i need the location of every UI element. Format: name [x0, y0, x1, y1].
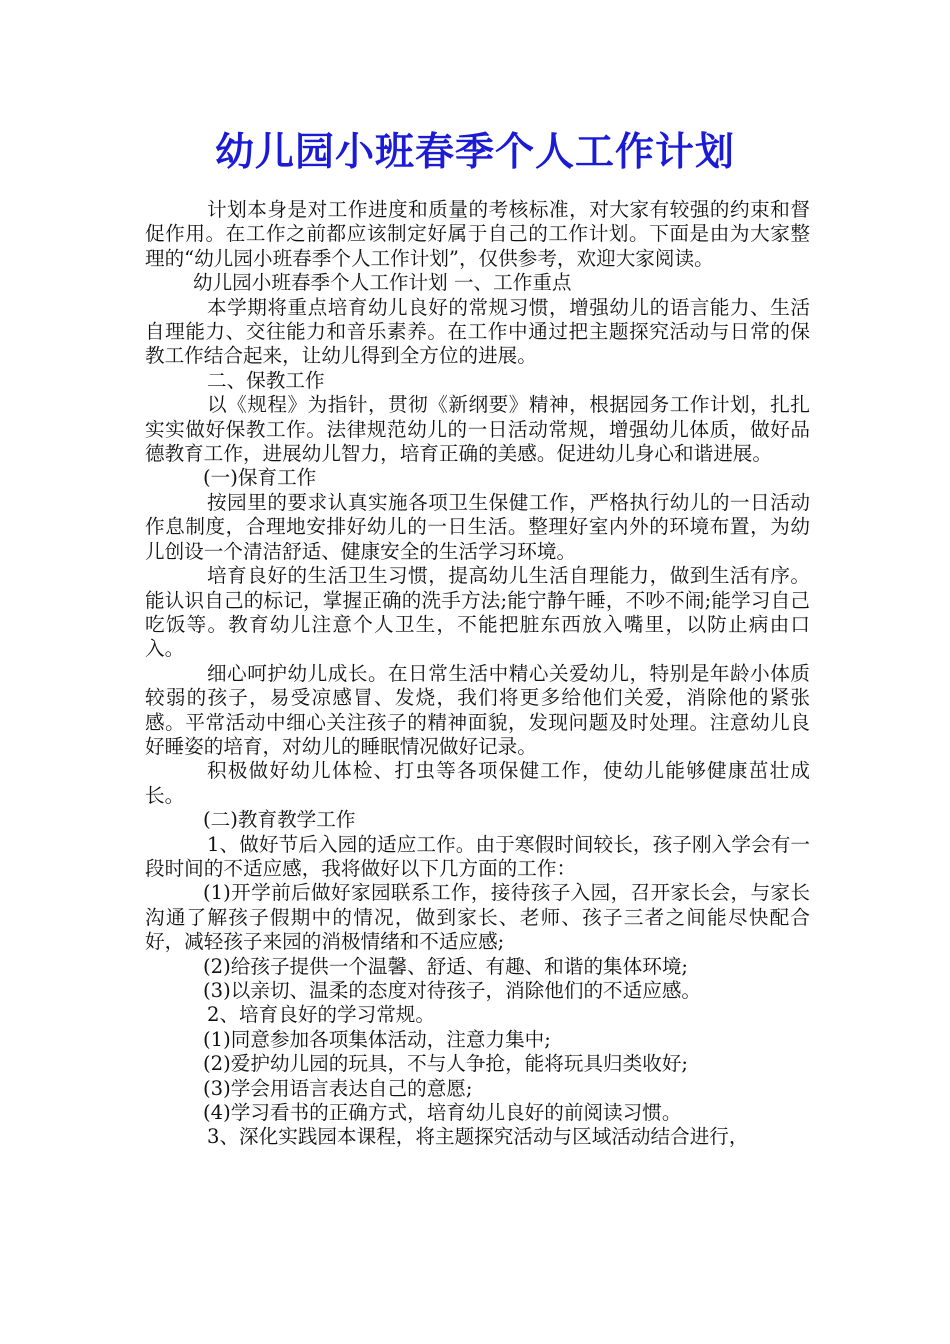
paragraph-care-education: 以《规程》为指针，贯彻《新纲要》精神，根据园务工作计划，扎扎实实做好保教工作。法律规范幼儿的一日活动常规，增强幼儿体质，做好品德教育工作，进展幼儿智力，培育正确的美感。促进幼儿身心和谐进展。 [145, 393, 810, 466]
paragraph-learning-item-2: (2)爱护幼儿园的玩具，不与人争抢，能将玩具归类收好; [203, 1052, 689, 1076]
document-title: 幼儿园小班春季个人工作计划 [214, 129, 735, 175]
paragraph-learning-habits: 2、培育良好的学习常规。 [207, 1003, 435, 1027]
paragraph-heading-teaching: (二)教育教学工作 [203, 808, 356, 832]
paragraph-heading-care: (一)保育工作 [203, 466, 317, 490]
paragraph-item-2: (2)给孩子提供一个温馨、舒适、有趣、和谐的集体环境; [203, 954, 689, 978]
document-body [145, 198, 810, 1150]
paragraph-adaptation: 1、做好节后入园的适应工作。由于寒假时间较长，孩子刚入学会有一段时间的不适应感，我将做好以下几方面的工作： [145, 832, 810, 880]
paragraph-learning-item-1: (1)同意参加各项集体活动，注意力集中; [203, 1027, 551, 1051]
paragraph-learning-item-3: (3)学会用语言表达自己的意愿; [203, 1076, 473, 1100]
paragraph-learning-item-4: (4)学习看书的正确方式，培育幼儿良好的前阅读习惯。 [203, 1101, 682, 1125]
paragraph-curriculum: 3、深化实践园本课程，将主题探究活动与区域活动结合进行， [207, 1125, 749, 1149]
paragraph-care-growth: 细心呵护幼儿成长。在日常生活中精心关爱幼儿，特别是年龄小体质较弱的孩子，易受凉感冒、发烧，我们将更多给他们关爱，消除他的紧张感。平常活动中细心关注孩子的精神面貌，发现问题及时处理。注意幼儿良好睡姿的培育，对幼儿的睡眠情况做好记录。 [145, 661, 810, 758]
paragraph-item-3: (3)以亲切、温柔的态度对待孩子，消除他们的不适应感。 [203, 979, 702, 1002]
paragraph-hygiene: 按园里的要求认真实施各项卫生保健工作，严格执行幼儿的一日活动作息制度，合理地安排好幼儿的一日生活。整理好室内外的环境布置，为幼儿创设一个清洁舒适、健康安全的生活学习环境。 [145, 490, 810, 563]
paragraph-focus: 本学期将重点培育幼儿良好的常规习惯，增强幼儿的语言能力、生活自理能力、交往能力和音乐素养。在工作中通过把主题探究活动与日常的保教工作结合起来，让幼儿得到全方位的进展。 [145, 295, 810, 368]
paragraph-intro: 计划本身是对工作进度和质量的考核标准，对大家有较强的约束和督促作用。在工作之前都应该制定好属于自己的工作计划。下面是由为大家整理的“幼儿园小班春季个人工作计划”，仅供参考，欢迎大家阅读。 [145, 198, 810, 270]
paragraph-heading-focus: 幼儿园小班春季个人工作计划 一、工作重点 [193, 271, 572, 295]
paragraph-health-check: 积极做好幼儿体检、打虫等各项保健工作，使幼儿能够健康茁壮成长。 [145, 759, 810, 807]
paragraph-habits: 培育良好的生活卫生习惯，提高幼儿生活自理能力，做到生活有序。能认识自己的标记，掌握正确的洗手方法;能宁静午睡，不吵不闹;能学习自己吃饭等。教育幼儿注意个人卫生，不能把脏东西放入嘴里，以防止病由口入。 [145, 564, 810, 661]
paragraph-heading-care-education: 二、保教工作 [207, 368, 325, 392]
paragraph-item-1: (1)开学前后做好家园联系工作，接待孩子入园，召开家长会，与家长沟通了解孩子假期中的情况，做到家长、老师、孩子三者之间能尽快配合好，减轻孩子来园的消极情绪和不适应感; [145, 881, 810, 954]
